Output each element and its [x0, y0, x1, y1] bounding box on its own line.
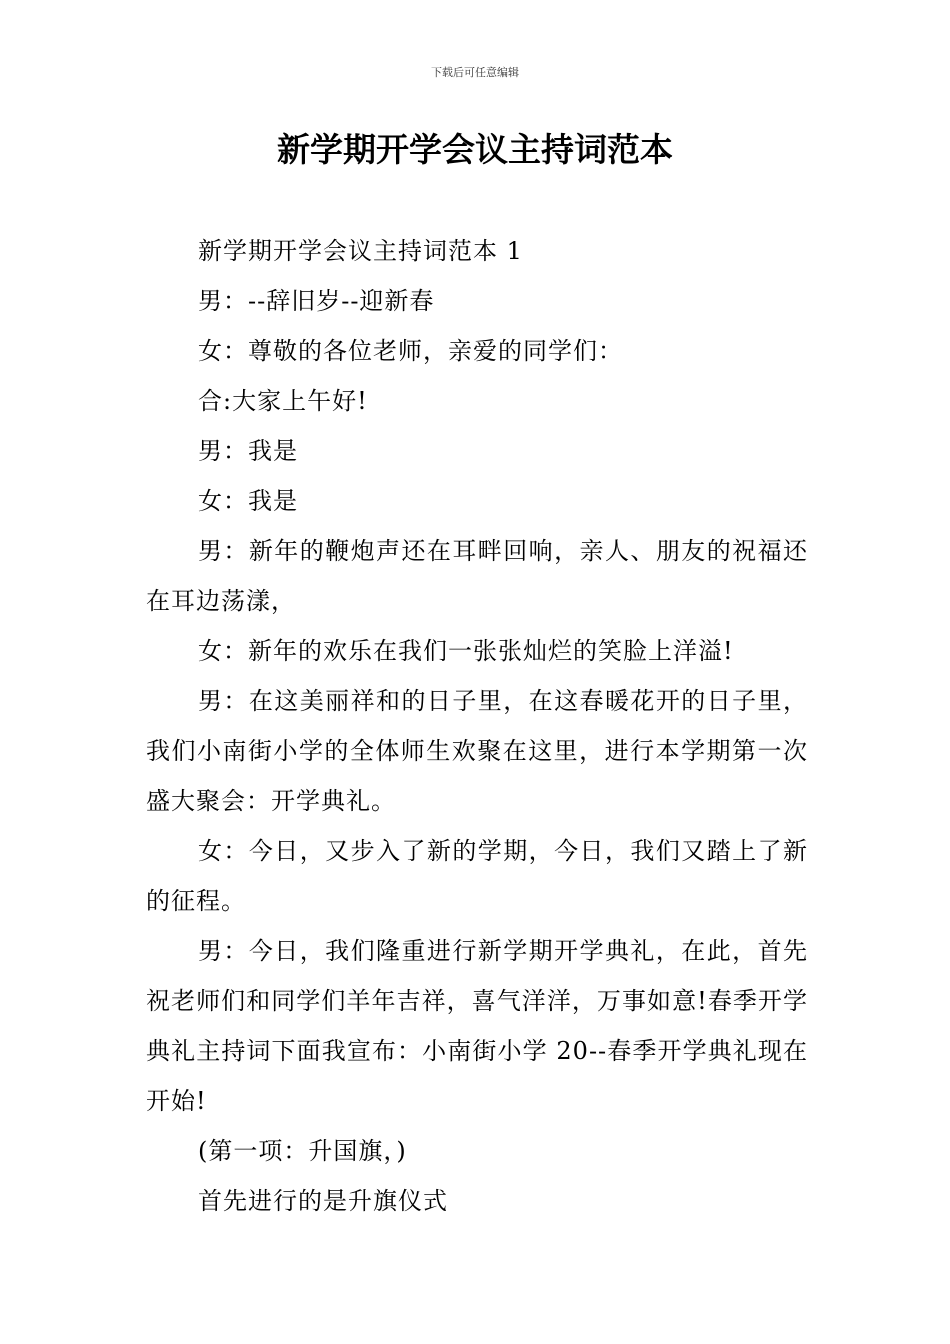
paragraph: 新学期开学会议主持词范本 1 [198, 237, 523, 265]
paragraph: 女：新年的欢乐在我们一张张灿烂的笑脸上洋溢! [198, 637, 734, 665]
paragraph: 男：今日，我们隆重进行新学期开学典礼，在此，首先祝老师们和同学们羊年吉祥，喜气洋洋，万事如意!春季开学典礼主持词下面我宣布：小南街小学 20--春季开学典礼现在开始! [146, 937, 808, 1115]
paragraph: 男：我是 [198, 437, 298, 465]
paragraph: 合:大家上午好! [198, 387, 368, 415]
paragraph: 男：在这美丽祥和的日子里，在这春暖花开的日子里，我们小南街小学的全体师生欢聚在这里，进行本学期第一次盛大聚会：开学典礼。 [146, 687, 808, 815]
paragraph: 首先进行的是升旗仪式 [198, 1187, 448, 1215]
header-note: 下载后可任意编辑 [431, 66, 519, 79]
paragraph: 女：尊敬的各位老师，亲爱的同学们： [198, 337, 623, 365]
paragraph: (第一项：升国旗，) [198, 1137, 407, 1165]
paragraph: 女：我是 [198, 487, 298, 515]
page-title: 新学期开学会议主持词范本 [277, 130, 673, 169]
document-body [146, 226, 808, 1226]
paragraph: 男：新年的鞭炮声还在耳畔回响，亲人、朋友的祝福还在耳边荡漾， [146, 537, 808, 615]
paragraph: 男：--辞旧岁--迎新春 [198, 287, 435, 315]
paragraph: 女：今日，又步入了新的学期，今日，我们又踏上了新的征程。 [146, 837, 808, 915]
